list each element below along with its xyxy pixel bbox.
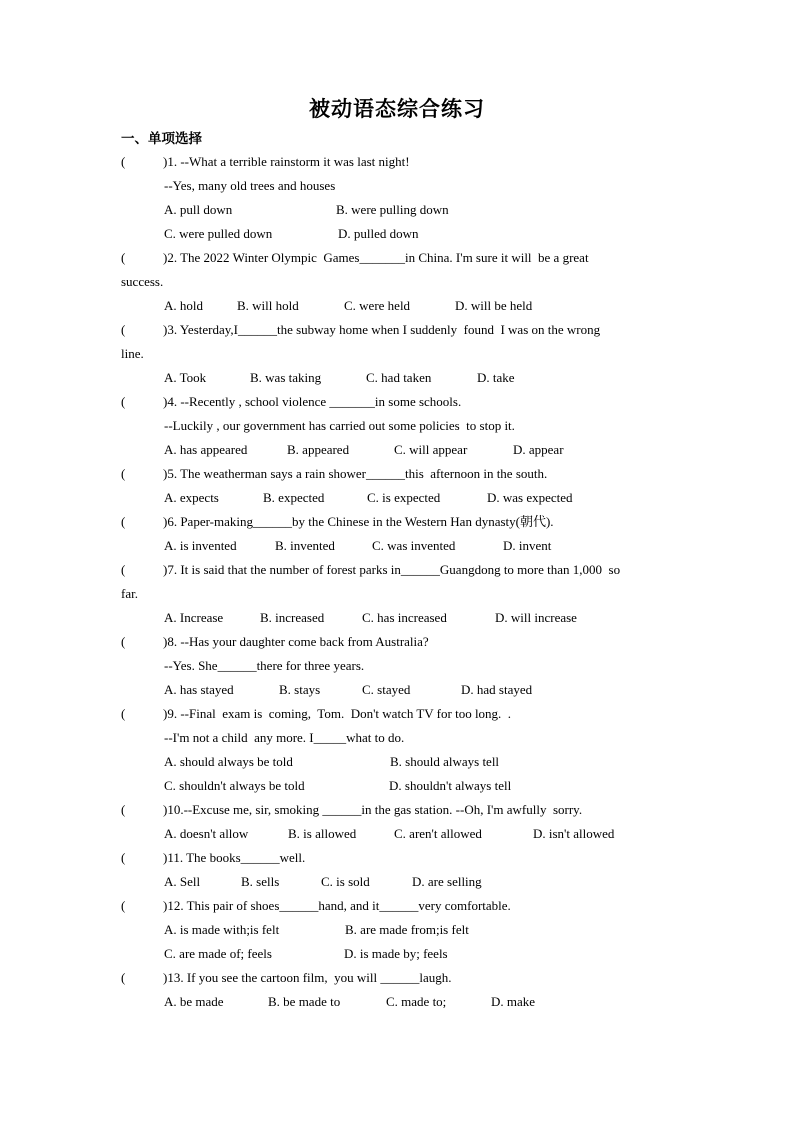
options-row <box>121 366 681 390</box>
option-a[interactable]: A. should always be told <box>164 754 293 769</box>
answer-paren[interactable]: ( <box>121 706 126 721</box>
question-2 <box>121 246 681 318</box>
option-b[interactable]: B. stays <box>279 682 321 697</box>
option-d[interactable]: D. isn't allowed <box>533 826 615 841</box>
question-stem: )11. The books______well. <box>163 850 306 865</box>
answer-paren[interactable]: ( <box>121 898 126 913</box>
option-a[interactable]: A. hold <box>164 298 203 313</box>
options-row <box>121 534 681 558</box>
option-c[interactable]: C. were held <box>344 298 411 313</box>
option-d[interactable]: D. had stayed <box>461 682 533 697</box>
option-b[interactable]: B. appeared <box>287 442 350 457</box>
option-b[interactable]: B. should always tell <box>390 754 500 769</box>
option-b[interactable]: B. invented <box>275 538 335 553</box>
answer-paren[interactable]: ( <box>121 850 126 865</box>
option-a[interactable]: A. expects <box>164 490 219 505</box>
question-12 <box>121 894 681 966</box>
question-stem: )7. It is said that the number of forest parks in______Guangdong to more than 1,000 so <box>163 562 621 577</box>
options-row <box>121 438 681 462</box>
option-b[interactable]: B. is allowed <box>288 826 357 841</box>
question-stem: )12. This pair of shoes______hand, and it______very comfortable. <box>163 898 511 913</box>
option-c[interactable]: C. aren't allowed <box>394 826 482 841</box>
question-7 <box>121 558 681 630</box>
question-8 <box>121 630 681 702</box>
answer-paren[interactable]: ( <box>121 154 126 169</box>
question-3 <box>121 318 681 390</box>
question-stem-continued: line. <box>121 346 144 361</box>
option-a[interactable]: A. be made <box>164 994 224 1009</box>
question-9 <box>121 702 681 798</box>
answer-paren[interactable]: ( <box>121 394 126 409</box>
option-a[interactable]: A. Took <box>164 370 207 385</box>
question-stem: )4. --Recently , school violence _______in some schools. <box>163 394 462 409</box>
question-stem: )10.--Excuse me, sir, smoking ______in the gas station. --Oh, I'm awfully sorry. <box>163 802 583 817</box>
option-d[interactable]: D. appear <box>513 442 564 457</box>
question-stem: )13. If you see the cartoon film, you will ______laugh. <box>163 970 452 985</box>
question-dialogue: --Yes, many old trees and houses <box>164 178 336 193</box>
options-row <box>121 774 681 798</box>
option-c[interactable]: C. made to; <box>386 994 447 1009</box>
option-d[interactable]: D. is made by; feels <box>344 946 448 961</box>
question-dialogue: --I'm not a child any more. I_____what to do. <box>164 730 405 745</box>
option-d[interactable]: D. shouldn't always tell <box>389 778 512 793</box>
answer-paren[interactable]: ( <box>121 322 126 337</box>
options-row <box>121 918 681 942</box>
question-1 <box>121 150 681 246</box>
question-stem-continued: far. <box>121 586 138 601</box>
option-c[interactable]: C. were pulled down <box>164 226 273 241</box>
question-stem: )3. Yesterday,I______the subway home when I suddenly found I was on the wrong <box>163 322 601 337</box>
option-c[interactable]: C. was invented <box>372 538 456 553</box>
question-stem: )6. Paper-making______by the Chinese in the Western Han dynasty(朝代). <box>163 514 554 529</box>
options-row <box>121 198 681 222</box>
section-heading: 一、单项选择 <box>121 131 202 146</box>
option-d[interactable]: D. pulled down <box>338 226 419 241</box>
option-a[interactable]: A. Sell <box>164 874 201 889</box>
question-dialogue: --Yes. She______there for three years. <box>164 658 365 673</box>
option-d[interactable]: D. invent <box>503 538 552 553</box>
option-d[interactable]: D. will be held <box>455 298 533 313</box>
option-c[interactable]: C. shouldn't always be told <box>164 778 305 793</box>
question-stem: )5. The weatherman says a rain shower______this afternoon in the south. <box>163 466 548 481</box>
option-d[interactable]: D. are selling <box>412 874 482 889</box>
options-row <box>121 486 681 510</box>
question-dialogue: --Luckily , our government has carried out some policies to stop it. <box>164 418 515 433</box>
question-11 <box>121 846 681 894</box>
option-d[interactable]: D. was expected <box>487 490 573 505</box>
option-b[interactable]: B. be made to <box>268 994 341 1009</box>
answer-paren[interactable]: ( <box>121 562 126 577</box>
options-row <box>121 942 681 966</box>
option-c[interactable]: C. is expected <box>367 490 441 505</box>
option-c[interactable]: C. will appear <box>394 442 468 457</box>
question-stem: )1. --What a terrible rainstorm it was last night! <box>163 154 410 169</box>
options-row <box>121 222 681 246</box>
question-stem: )8. --Has your daughter come back from Australia? <box>163 634 429 649</box>
option-c[interactable]: C. had taken <box>366 370 432 385</box>
options-row <box>121 606 681 630</box>
option-a[interactable]: A. Increase <box>164 610 224 625</box>
option-c[interactable]: C. are made of; feels <box>164 946 272 961</box>
option-c[interactable]: C. is sold <box>321 874 370 889</box>
option-a[interactable]: A. is made with;is felt <box>164 922 280 937</box>
option-a[interactable]: A. has appeared <box>164 442 248 457</box>
option-a[interactable]: A. is invented <box>164 538 237 553</box>
question-13 <box>121 966 681 1014</box>
options-row <box>121 822 681 846</box>
option-d[interactable]: D. will increase <box>495 610 577 625</box>
answer-paren[interactable]: ( <box>121 250 126 265</box>
question-stem: )2. The 2022 Winter Olympic Games_______in China. I'm sure it will be a great <box>163 250 589 265</box>
option-b[interactable]: B. expected <box>263 490 325 505</box>
options-row <box>121 750 681 774</box>
question-4 <box>121 390 681 462</box>
option-c[interactable]: C. stayed <box>362 682 411 697</box>
option-b[interactable]: B. was taking <box>250 370 322 385</box>
question-stem-continued: success. <box>121 274 164 289</box>
option-b[interactable]: B. are made from;is felt <box>345 922 469 937</box>
answer-paren[interactable]: ( <box>121 802 126 817</box>
option-d[interactable]: D. take <box>477 370 515 385</box>
option-a[interactable]: A. has stayed <box>164 682 234 697</box>
option-b[interactable]: B. will hold <box>237 298 299 313</box>
options-row <box>121 294 681 318</box>
options-row <box>121 678 681 702</box>
option-b[interactable]: B. sells <box>241 874 280 889</box>
option-a[interactable]: A. doesn't allow <box>164 826 249 841</box>
options-row <box>121 990 681 1014</box>
answer-paren[interactable]: ( <box>121 634 126 649</box>
question-stem: )9. --Final exam is coming, Tom. Don't watch TV for too long. . <box>163 706 512 721</box>
question-6 <box>121 510 681 558</box>
question-10 <box>121 798 681 846</box>
option-b[interactable]: B. increased <box>260 610 325 625</box>
answer-paren[interactable]: ( <box>121 466 126 481</box>
option-d[interactable]: D. make <box>491 994 536 1009</box>
option-c[interactable]: C. has increased <box>362 610 447 625</box>
answer-paren[interactable]: ( <box>121 514 126 529</box>
answer-paren[interactable]: ( <box>121 970 126 985</box>
option-a[interactable]: A. pull down <box>164 202 233 217</box>
option-b[interactable]: B. were pulling down <box>336 202 449 217</box>
options-row <box>121 870 681 894</box>
question-5 <box>121 462 681 510</box>
page-title: 被动语态综合练习 <box>309 97 485 121</box>
